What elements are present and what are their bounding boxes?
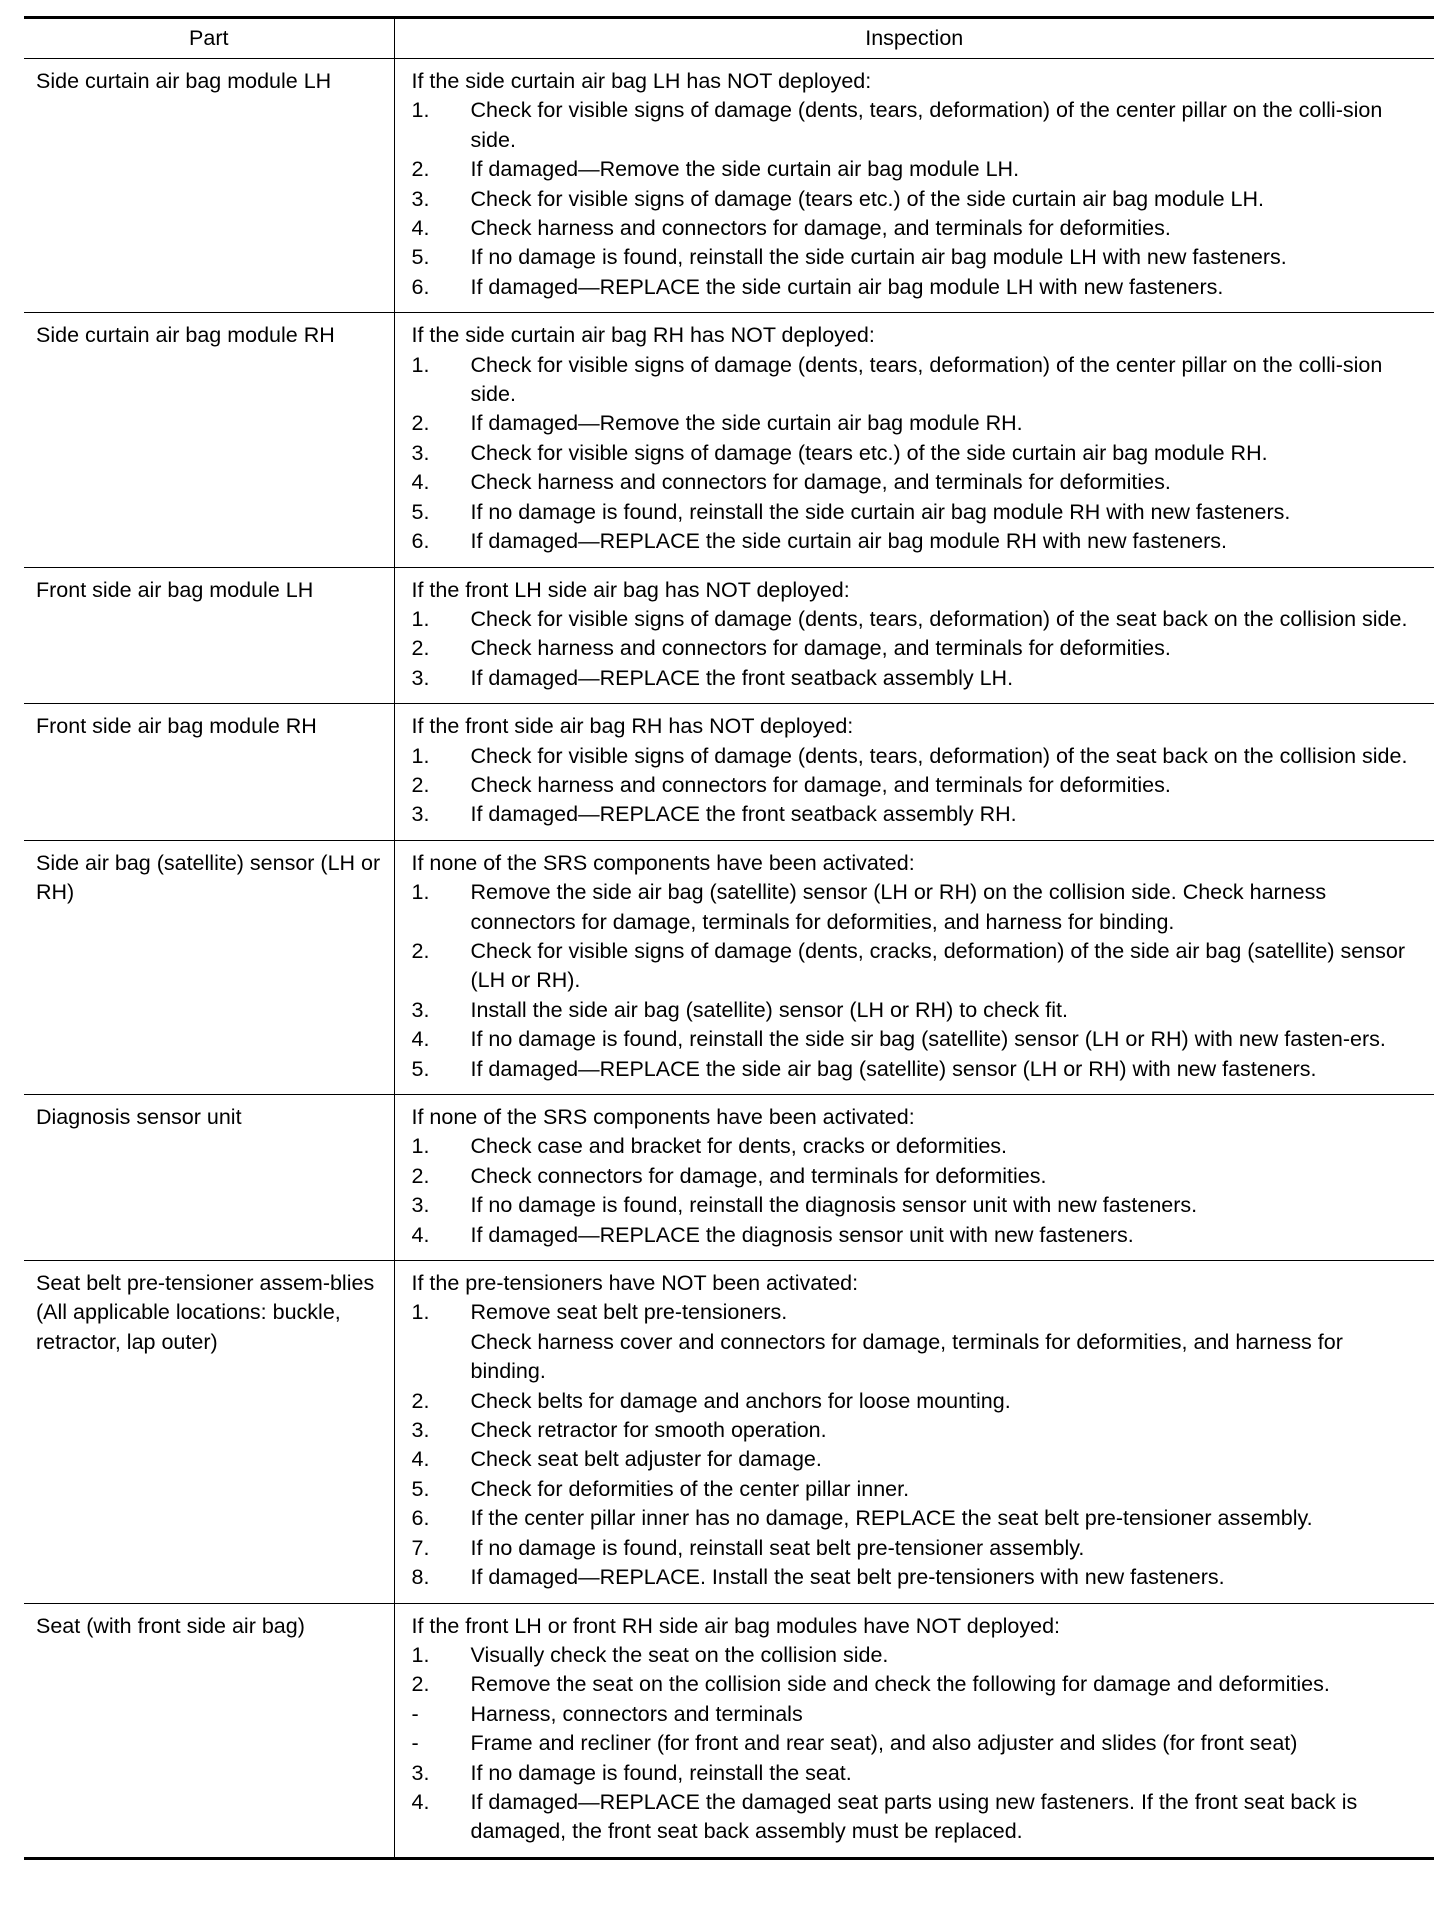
step-item	[412, 1162, 1425, 1191]
inspection-cell	[394, 313, 1434, 567]
step-item	[412, 155, 1425, 184]
part-name: Side curtain air bag module RH	[36, 323, 335, 348]
step-item	[412, 527, 1425, 556]
step-text: Check harness and connectors for damage, and terminals for deformities.	[470, 636, 1171, 661]
step-item	[412, 1788, 1425, 1847]
step-text: Check for visible signs of damage (dents, tears, deformation) of the seat back on the collision side.	[470, 606, 1408, 631]
step-number: 3.	[411, 186, 430, 211]
inspection-steps	[412, 351, 1425, 557]
step-text: Check harness and connectors for damage, and terminals for deformities.	[470, 772, 1171, 797]
inspection-cell	[394, 567, 1434, 704]
table-row	[24, 1261, 1434, 1603]
step-number: 2.	[411, 938, 430, 963]
step-number: 6.	[411, 529, 430, 554]
step-number: 4.	[411, 216, 430, 241]
inspection-steps	[412, 878, 1425, 1084]
step-item	[412, 742, 1425, 771]
inspection-cell	[394, 840, 1434, 1094]
step-text: If damaged—Remove the side curtain air bag module LH.	[470, 157, 1020, 182]
part-name: Diagnosis sensor unit	[36, 1105, 242, 1129]
inspection-steps	[412, 742, 1425, 830]
step-text: Check case and bracket for dents, cracks or deformities.	[470, 1134, 1008, 1159]
step-text: If damaged—Remove the side curtain air bag module RH.	[470, 411, 1023, 436]
step-text: If damaged—REPLACE the side air bag (satellite) sensor (LH or RH) with new fasteners.	[470, 1056, 1317, 1081]
step-item	[412, 1221, 1425, 1250]
step-text: Check belts for damage and anchors for loose mounting.	[470, 1388, 1011, 1413]
step-text: If no damage is found, reinstall seat belt pre-tensioner assembly.	[470, 1535, 1085, 1560]
part-name: Front side air bag module RH	[36, 714, 317, 739]
table-row	[24, 567, 1434, 704]
step-text: Check for visible signs of damage (dents, tears, deformation) of the center pillar on the colli-sion side.	[470, 352, 1383, 407]
step-text: If no damage is found, reinstall the side curtain air bag module RH with new fasteners.	[470, 499, 1291, 524]
step-number: 3.	[411, 1418, 430, 1443]
step-text: Check for deformities of the center pillar inner.	[470, 1476, 910, 1501]
inspection-cell	[394, 1603, 1434, 1858]
step-text: Remove the seat on the collision side and check the following for damage and deformities.	[470, 1672, 1330, 1697]
step-number: 1.	[411, 880, 430, 905]
step-item	[412, 214, 1425, 243]
inspection-condition: If the pre-tensioners have NOT been activated:	[411, 1271, 859, 1296]
step-item	[412, 498, 1425, 527]
part-name: Side air bag (satellite) sensor (LH or RH)	[36, 850, 381, 905]
table-row	[24, 1603, 1434, 1858]
step-item	[412, 1025, 1425, 1054]
step-text: Check harness and connectors for damage, and terminals for deformities.	[470, 216, 1171, 241]
step-number: 3.	[411, 1760, 430, 1785]
step-number: 3.	[411, 440, 430, 465]
inspection-steps	[412, 1132, 1425, 1250]
step-item	[412, 1445, 1425, 1474]
step-item	[412, 409, 1425, 438]
step-number: 1.	[411, 1134, 430, 1159]
inspection-condition: If the side curtain air bag RH has NOT deployed:	[411, 323, 875, 348]
step-text: Check retractor for smooth operation.	[470, 1418, 827, 1443]
step-item	[412, 771, 1425, 800]
step-item	[412, 185, 1425, 214]
step-text: If no damage is found, reinstall the seat.	[470, 1760, 852, 1785]
step-number: 6.	[411, 274, 430, 299]
step-item	[412, 1729, 1425, 1758]
step-text: Check connectors for damage, and terminals for deformities.	[470, 1163, 1047, 1188]
part-cell	[24, 1261, 394, 1603]
step-text: Check for visible signs of damage (tears etc.) of the side curtain air bag module LH.	[470, 186, 1264, 211]
step-item	[412, 1670, 1425, 1699]
step-number	[412, 1328, 471, 1387]
step-text: Harness, connectors and terminals	[470, 1701, 803, 1726]
step-item	[412, 1641, 1425, 1670]
part-cell	[24, 567, 394, 704]
step-text: If damaged—REPLACE the front seatback assembly RH.	[470, 802, 1017, 827]
step-number: 2.	[411, 411, 430, 436]
step-text: If damaged—REPLACE the side curtain air bag module RH with new fasteners.	[470, 529, 1227, 554]
step-item	[412, 937, 1425, 996]
step-item	[412, 1328, 1425, 1387]
part-name: (All applicable locations: buckle, retractor, lap outer)	[36, 1300, 341, 1354]
step-number: 4.	[411, 1222, 430, 1247]
step-item	[412, 439, 1425, 468]
step-number: 4.	[411, 1447, 430, 1472]
step-text: If no damage is found, reinstall the diagnosis sensor unit with new fasteners.	[470, 1193, 1198, 1218]
step-text: Visually check the seat on the collision side.	[470, 1642, 889, 1667]
part-name: Seat belt pre-tensioner assem-blies	[36, 1271, 375, 1296]
step-item	[412, 96, 1425, 155]
step-number: 3.	[411, 665, 430, 690]
table-row	[24, 704, 1434, 841]
inspection-steps	[412, 1641, 1425, 1847]
step-text: Install the side air bag (satellite) sensor (LH or RH) to check fit.	[470, 997, 1068, 1022]
step-number: 2.	[411, 157, 430, 182]
step-item	[412, 634, 1425, 663]
step-item	[412, 664, 1425, 693]
step-item	[412, 273, 1425, 302]
step-item	[412, 1191, 1425, 1220]
inspection-column-header: Inspection	[394, 18, 1434, 59]
table-header-row	[24, 18, 1434, 59]
step-text: If no damage is found, reinstall the side sir bag (satellite) sensor (LH or RH) with new fasten-ers.	[470, 1027, 1386, 1052]
inspection-cell	[394, 1095, 1434, 1261]
step-text: If damaged—REPLACE the side curtain air bag module LH with new fasteners.	[470, 274, 1224, 299]
step-text: Check harness cover and connectors for damage, terminals for deformities, and harness for binding.	[470, 1329, 1343, 1384]
step-number: 5.	[411, 1476, 430, 1501]
step-number: 4.	[411, 1027, 430, 1052]
step-item	[412, 878, 1425, 937]
step-text: Check for visible signs of damage (dents, cracks, deformation) of the side air bag (satellite) sensor (LH or RH).	[470, 938, 1405, 993]
step-number: 7.	[411, 1535, 430, 1560]
table-row	[24, 1095, 1434, 1261]
step-text: If the center pillar inner has no damage, REPLACE the seat belt pre-tensioner assembly.	[470, 1506, 1313, 1531]
step-item	[412, 1387, 1425, 1416]
step-text: If damaged—REPLACE. Install the seat belt pre-tensioners with new fasteners.	[470, 1565, 1225, 1590]
step-number: 3.	[411, 997, 430, 1022]
part-cell	[24, 1095, 394, 1261]
inspection-steps	[412, 1298, 1425, 1592]
inspection-condition: If none of the SRS components have been activated:	[411, 1105, 915, 1129]
inspection-cell	[394, 1261, 1434, 1603]
step-number: -	[411, 1701, 419, 1726]
part-name: Side curtain air bag module LH	[36, 69, 332, 93]
step-number: 2.	[411, 636, 430, 661]
step-text: If damaged—REPLACE the diagnosis sensor unit with new fasteners.	[470, 1222, 1134, 1247]
step-item	[412, 1416, 1425, 1445]
step-number: 8.	[411, 1565, 430, 1590]
step-item	[412, 1700, 1425, 1729]
step-item	[412, 1055, 1425, 1084]
step-item	[412, 1759, 1425, 1788]
inspection-condition: If the side curtain air bag LH has NOT deployed:	[411, 69, 872, 93]
part-name: Seat (with front side air bag)	[36, 1613, 305, 1638]
step-number: 1.	[411, 1642, 430, 1667]
inspection-steps	[412, 96, 1425, 302]
step-item	[412, 605, 1425, 634]
step-number: 1.	[411, 1300, 430, 1325]
step-number: 5.	[411, 499, 430, 524]
step-number: 4.	[411, 470, 430, 495]
step-item	[412, 468, 1425, 497]
table-body	[24, 59, 1434, 1859]
step-number: 1.	[411, 352, 430, 377]
table-row	[24, 840, 1434, 1094]
inspection-cell	[394, 704, 1434, 841]
step-number: 5.	[411, 245, 430, 270]
step-number: 5.	[411, 1056, 430, 1081]
part-cell	[24, 313, 394, 567]
step-number: 1.	[411, 606, 430, 631]
step-text: If damaged—REPLACE the front seatback assembly LH.	[470, 665, 1014, 690]
step-text: If no damage is found, reinstall the side curtain air bag module LH with new fasteners.	[470, 245, 1287, 270]
step-text: If damaged—REPLACE the damaged seat parts using new fasteners. If the front seat back is damaged, the front seat back assembly must be replaced.	[470, 1789, 1358, 1844]
part-name: Front side air bag module LH	[36, 577, 314, 602]
inspection-condition: If the front side air bag RH has NOT deployed:	[411, 714, 854, 739]
step-number: 2.	[411, 1163, 430, 1188]
step-text: Check for visible signs of damage (dents, tears, deformation) of the seat back on the collision side.	[470, 743, 1408, 768]
step-item	[412, 351, 1425, 410]
table-row	[24, 59, 1434, 313]
step-text: Remove the side air bag (satellite) sensor (LH or RH) on the collision side. Check harness connectors for damage, terminals for deformities, and harness for binding.	[470, 880, 1327, 934]
step-text: Check for visible signs of damage (tears etc.) of the side curtain air bag module RH.	[470, 440, 1268, 465]
step-item	[412, 1563, 1425, 1592]
step-number: 1.	[411, 98, 430, 123]
step-number: 1.	[411, 743, 430, 768]
inspection-table	[24, 16, 1434, 1860]
step-text: Remove seat belt pre-tensioners.	[470, 1300, 788, 1325]
step-item	[412, 1475, 1425, 1504]
inspection-condition: If none of the SRS components have been activated:	[411, 850, 915, 875]
part-cell	[24, 59, 394, 313]
step-item	[412, 1132, 1425, 1161]
step-text: Frame and recliner (for front and rear seat), and also adjuster and slides (for front seat)	[470, 1731, 1298, 1756]
step-item	[412, 1534, 1425, 1563]
step-text: Check for visible signs of damage (dents, tears, deformation) of the center pillar on the colli-sion side.	[470, 98, 1383, 152]
step-item	[412, 1298, 1425, 1327]
step-item	[412, 800, 1425, 829]
step-item	[412, 1504, 1425, 1533]
step-number: 2.	[411, 772, 430, 797]
step-text: Check seat belt adjuster for damage.	[470, 1447, 822, 1472]
inspection-steps	[412, 605, 1425, 693]
inspection-condition: If the front LH side air bag has NOT deployed:	[411, 577, 850, 602]
inspection-cell	[394, 59, 1434, 313]
part-column-header: Part	[24, 18, 394, 59]
step-number: 2.	[411, 1388, 430, 1413]
table-row	[24, 313, 1434, 567]
part-cell	[24, 704, 394, 841]
step-number: 3.	[411, 802, 430, 827]
step-number: 3.	[411, 1193, 430, 1218]
part-cell	[24, 840, 394, 1094]
part-cell	[24, 1603, 394, 1858]
step-number: -	[411, 1731, 419, 1756]
step-item	[412, 996, 1425, 1025]
step-number: 4.	[411, 1789, 430, 1814]
step-text: Check harness and connectors for damage, and terminals for deformities.	[470, 470, 1171, 495]
step-number: 2.	[411, 1672, 430, 1697]
step-number: 6.	[411, 1506, 430, 1531]
step-item	[412, 243, 1425, 272]
inspection-condition: If the front LH or front RH side air bag modules have NOT deployed:	[411, 1613, 1061, 1638]
